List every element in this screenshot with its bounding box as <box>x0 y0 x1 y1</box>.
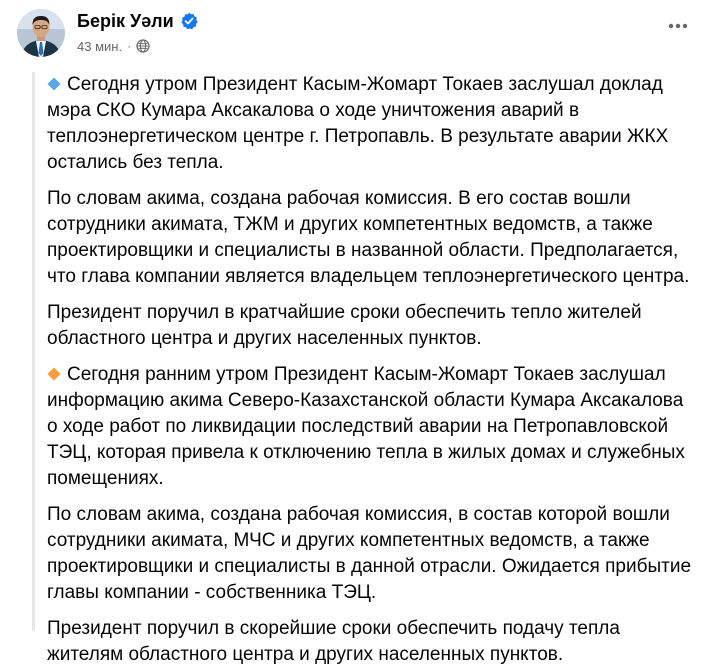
globe-icon[interactable] <box>136 39 150 53</box>
avatar-image <box>17 9 65 57</box>
more-options-icon <box>668 23 688 29</box>
post-body <box>32 72 692 665</box>
verified-badge-icon <box>180 12 198 30</box>
orange-diamond-icon <box>47 363 61 377</box>
post-paragraph-1 <box>47 72 692 176</box>
author-line <box>77 10 198 32</box>
more-options-button[interactable] <box>661 14 695 38</box>
author-name[interactable]: Берік Уәли <box>77 10 174 31</box>
post-meta <box>77 37 150 55</box>
post-paragraph-2: По словам акима, создана рабочая комиссия. В его состав вошли сотрудники акимата, ТЖМ и других компетентных ведомств, а также проектировщики и специалисты в названной области. Предполагается, что глава компании является владельцем теплоэнергетического центра. <box>47 188 690 287</box>
post-paragraph-4 <box>47 362 692 492</box>
post-paragraph-1-text: Сегодня утром Президент Касым-Жомарт Токаев заслушал доклад мэра СКО Кумара Аксакалова о ходе уничтожения аварий в теплоэнергетическом центре г. Петропавль. В результате аварии ЖКХ остались без тепла. <box>47 74 669 173</box>
post-paragraph-3: Президент поручил в кратчайшие сроки обеспечить тепло жителей областного центра и других населенных пунктов. <box>47 302 642 349</box>
post-paragraph-4-text: Сегодня ранним утром Президент Касым-Жомарт Токаев заслушал информацию акима Северо-Казахстанской области Кумара Аксакалова о ходе работ по ликвидации последствий аварии на Петропавловской ТЭЦ, которая привела к отключению тепла в жилых домах и служебных помещениях. <box>47 364 685 489</box>
post-header <box>17 8 697 58</box>
post-paragraph-6: Президент поручил в скорейшие сроки обеспечить подачу тепла жителям областного центра и других населенных пунктов. <box>47 618 620 665</box>
blue-diamond-icon <box>47 73 61 87</box>
avatar[interactable] <box>17 9 65 57</box>
meta-separator: · <box>127 39 132 53</box>
post-paragraph-5: По словам акима, создана рабочая комиссия, в состав которой вошли сотрудники акимата, МЧС и других компетентных ведомств, а также проектировщики и специалисты в данной отрасли. Ожидается прибытие главы компании - собственника ТЭЦ. <box>47 504 692 603</box>
post-timestamp[interactable]: 43 мин. <box>77 38 123 54</box>
